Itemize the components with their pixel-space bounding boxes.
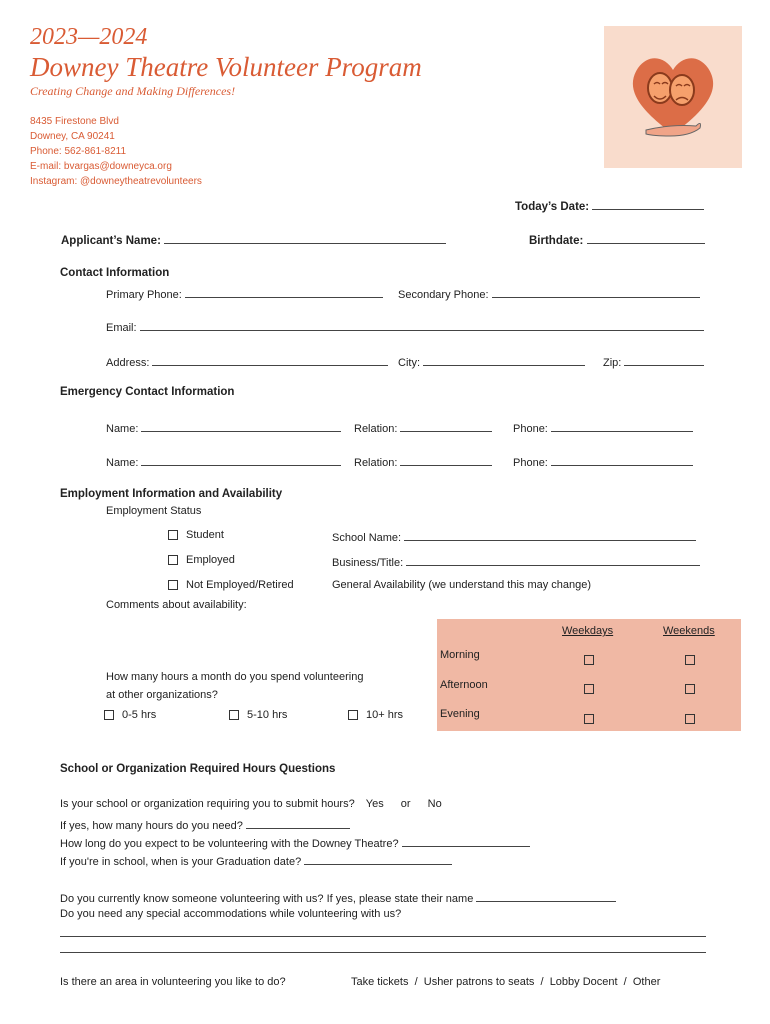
city-label: City: bbox=[398, 357, 420, 369]
accommodations-line-2[interactable] bbox=[60, 952, 706, 953]
contact-heading: Contact Information bbox=[60, 267, 170, 279]
school-name-field[interactable] bbox=[404, 529, 696, 541]
birthdate-label: Birthdate: bbox=[529, 235, 584, 247]
zip-field[interactable] bbox=[624, 354, 704, 366]
not-employed-label: Not Employed/Retired bbox=[186, 579, 294, 591]
zip-label: Zip: bbox=[603, 357, 622, 369]
comments-label: Comments about availability: bbox=[106, 599, 247, 611]
preferred-area-options[interactable]: Take tickets / Usher patrons to seats / Lobby Docent / Other bbox=[351, 976, 661, 988]
accommodations-label: Do you need any special accommodations while volunteering with us? bbox=[60, 908, 402, 920]
evening-label: Evening bbox=[440, 708, 480, 720]
emergency-relation-field-2[interactable] bbox=[400, 454, 492, 466]
weekend-afternoon-checkbox[interactable] bbox=[685, 684, 695, 694]
primary-phone-label: Primary Phone: bbox=[106, 289, 182, 301]
weekday-evening-checkbox[interactable] bbox=[584, 714, 594, 724]
emergency-name-label-1: Name: bbox=[106, 423, 139, 435]
required-hours-question: Is your school or organization requiring you to submit hours? bbox=[60, 798, 355, 810]
employment-heading: Employment Information and Availability bbox=[60, 488, 283, 500]
business-title-field[interactable] bbox=[406, 554, 700, 566]
logo bbox=[604, 26, 742, 168]
or-text: or bbox=[400, 798, 411, 810]
email-label: Email: bbox=[106, 322, 137, 334]
applicant-name-field[interactable] bbox=[164, 232, 446, 244]
applicant-name-label: Applicant’s Name: bbox=[61, 235, 161, 247]
emergency-relation-label-1: Relation: bbox=[354, 423, 398, 435]
know-someone-label: Do you currently know someone volunteering with us? If yes, please state their name bbox=[60, 893, 474, 905]
hours-10-plus-label: 10+ hrs bbox=[366, 709, 403, 721]
birthdate-field[interactable] bbox=[587, 232, 705, 244]
primary-phone-field[interactable] bbox=[185, 286, 383, 298]
todays-date-label: Today’s Date: bbox=[515, 201, 590, 213]
morning-label: Morning bbox=[440, 649, 480, 661]
yes-option[interactable]: Yes bbox=[365, 798, 384, 810]
address-city: Downey, CA 90241 bbox=[30, 131, 115, 142]
school-name-label: School Name: bbox=[332, 532, 402, 544]
weekends-header: Weekends bbox=[663, 625, 715, 637]
city-field[interactable] bbox=[423, 354, 585, 366]
secondary-phone-label: Secondary Phone: bbox=[398, 289, 489, 301]
address-email: E-mail: bvargas@downeyca.org bbox=[30, 161, 172, 172]
volunteer-duration-label: How long do you expect to be volunteering with the Downey Theatre? bbox=[60, 838, 399, 850]
emergency-phone-field-2[interactable] bbox=[551, 454, 693, 466]
availability-table bbox=[437, 619, 741, 731]
employment-status-label: Employment Status bbox=[106, 505, 202, 517]
weekday-morning-checkbox[interactable] bbox=[584, 655, 594, 665]
weekdays-header: Weekdays bbox=[562, 625, 614, 637]
business-title-label: Business/Title: bbox=[332, 557, 404, 569]
know-someone-field[interactable] bbox=[476, 890, 616, 902]
general-availability-label: General Availability (we understand this may change) bbox=[332, 579, 592, 591]
emergency-phone-label-2: Phone: bbox=[513, 457, 548, 469]
no-option[interactable]: No bbox=[427, 798, 442, 810]
not-employed-checkbox[interactable] bbox=[168, 580, 178, 590]
hours-question-line1: How many hours a month do you spend volunteering bbox=[106, 671, 364, 683]
address-phone: Phone: 562-861-8211 bbox=[30, 146, 127, 157]
required-hours-heading: School or Organization Required Hours Questions bbox=[60, 763, 336, 775]
todays-date-field[interactable] bbox=[592, 198, 704, 210]
tagline: Creating Change and Making Differences! bbox=[30, 84, 236, 98]
preferred-area-label: Is there an area in volunteering you like to do? bbox=[60, 976, 286, 988]
header-year: 2023—2024 bbox=[30, 24, 148, 50]
weekend-morning-checkbox[interactable] bbox=[685, 655, 695, 665]
student-checkbox[interactable] bbox=[168, 530, 178, 540]
emergency-phone-label-1: Phone: bbox=[513, 423, 548, 435]
email-field[interactable] bbox=[140, 319, 704, 331]
employed-label: Employed bbox=[186, 554, 235, 566]
emergency-relation-label-2: Relation: bbox=[354, 457, 398, 469]
graduation-date-field[interactable] bbox=[304, 853, 452, 865]
emergency-phone-field-1[interactable] bbox=[551, 420, 693, 432]
hours-0-5-checkbox[interactable] bbox=[104, 710, 114, 720]
hours-10-plus-checkbox[interactable] bbox=[348, 710, 358, 720]
emergency-name-field-1[interactable] bbox=[141, 420, 341, 432]
address-street: 8435 Firestone Blvd bbox=[30, 116, 119, 127]
employed-checkbox[interactable] bbox=[168, 555, 178, 565]
heart-theatre-masks-hand-icon bbox=[604, 26, 742, 168]
emergency-name-label-2: Name: bbox=[106, 457, 139, 469]
secondary-phone-field[interactable] bbox=[492, 286, 700, 298]
accommodations-line-1[interactable] bbox=[60, 936, 706, 937]
hours-needed-field[interactable] bbox=[246, 817, 350, 829]
hours-5-10-label: 5-10 hrs bbox=[247, 709, 288, 721]
weekend-evening-checkbox[interactable] bbox=[685, 714, 695, 724]
hours-0-5-label: 0-5 hrs bbox=[122, 709, 157, 721]
hours-5-10-checkbox[interactable] bbox=[229, 710, 239, 720]
emergency-relation-field-1[interactable] bbox=[400, 420, 492, 432]
address-field[interactable] bbox=[152, 354, 388, 366]
emergency-name-field-2[interactable] bbox=[141, 454, 341, 466]
address-label: Address: bbox=[106, 357, 150, 369]
weekday-afternoon-checkbox[interactable] bbox=[584, 684, 594, 694]
hours-question-line2: at other organizations? bbox=[106, 689, 218, 701]
student-label: Student bbox=[186, 529, 224, 541]
program-title: Downey Theatre Volunteer Program bbox=[30, 52, 422, 82]
emergency-heading: Emergency Contact Information bbox=[60, 386, 235, 398]
volunteer-duration-field[interactable] bbox=[402, 835, 530, 847]
address-instagram: Instagram: @downeytheatrevolunteers bbox=[30, 176, 202, 187]
hours-needed-label: If yes, how many hours do you need? bbox=[60, 820, 243, 832]
graduation-date-label: If you're in school, when is your Graduation date? bbox=[60, 856, 302, 868]
afternoon-label: Afternoon bbox=[440, 679, 488, 691]
